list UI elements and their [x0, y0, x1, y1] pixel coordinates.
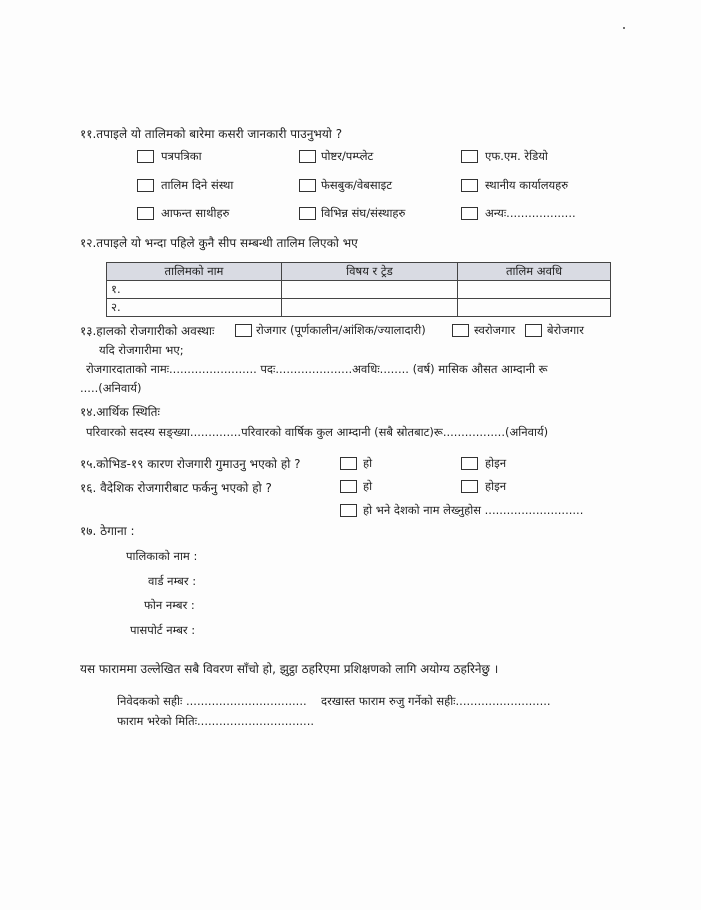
q12-question: १२.तपाइले यो भन्दा पहिले कुनै सीप सम्बन्धी तालिम लिएको भए: [80, 236, 358, 250]
verifier-signature-line[interactable]: दरखास्त फाराम रुजु गर्नेको सहीः..........................: [321, 694, 551, 708]
table-cell[interactable]: [458, 299, 611, 317]
table-cell[interactable]: १.: [107, 281, 282, 299]
previous-training-table: [106, 262, 611, 317]
applicant-signature-line[interactable]: निवेदकको सहीः .................................: [117, 694, 307, 708]
table-cell[interactable]: [458, 281, 611, 299]
q13-employer-details-line[interactable]: रोजगारदाताको नामः........................ पदः.....................अवधिः........ (वर्ष) मासिक औसत आम्दानी रू: [86, 362, 548, 376]
q11-option-organizations: विभिन्न संघ/संस्थाहरु: [321, 206, 406, 220]
q16-checkbox-yes[interactable]: [340, 480, 357, 493]
q11-checkbox-organizations[interactable]: [299, 207, 316, 220]
q16-option-yes: हो: [363, 479, 373, 493]
table-cell[interactable]: [282, 281, 458, 299]
q15-option-yes: हो: [363, 456, 373, 470]
form-date-line[interactable]: फाराम भरेको मितिः................................: [117, 714, 315, 728]
q16-question: १६. वैदेशिक रोजगारीबाट फर्कनु भएको हो ?: [80, 481, 272, 495]
table-header-row: [107, 263, 611, 281]
q11-checkbox-local-office[interactable]: [461, 179, 478, 192]
table-row: [107, 281, 611, 299]
q13-if-employed-label: यदि रोजगारीमा भए;: [99, 343, 184, 357]
q11-option-training-org: तालिम दिने संस्था: [161, 178, 234, 192]
q13-checkbox-unemployed[interactable]: [525, 324, 542, 337]
q11-checkbox-facebook-website[interactable]: [299, 179, 316, 192]
q16-checkbox-no[interactable]: [461, 480, 478, 493]
q13-option-employed: रोजगार (पूर्णकालीन/आंशिक/ज्यालादारी): [256, 323, 426, 337]
q16-option-no: होइन: [485, 479, 507, 493]
q11-option-other: अन्यः...................: [485, 206, 576, 220]
q15-checkbox-no[interactable]: [461, 457, 478, 470]
scan-speck: [623, 27, 625, 29]
table-cell[interactable]: २.: [107, 299, 282, 317]
q17-municipality-label: पालिकाको नाम :: [126, 549, 198, 563]
q15-checkbox-yes[interactable]: [340, 457, 357, 470]
q11-option-poster: पोष्टर/पम्प्लेट: [321, 149, 374, 163]
header-training-name: तालिमको नाम: [107, 263, 282, 281]
q13-option-self-employed: स्वरोजगार: [474, 323, 516, 337]
q14-household-details-line[interactable]: परिवारको सदस्य सङ्ख्या..............परिवारको वार्षिक कुल आम्दानी (सबै स्रोतबाट)रू.................(अनिवार्य): [86, 425, 549, 439]
q16-country-name-line[interactable]: हो भने देशको नाम लेख्नुहोस ...........................: [363, 503, 584, 517]
q13-option-unemployed: बेरोजगार: [547, 323, 584, 337]
declaration-text: यस फाराममा उल्लेखित सबै विवरण साँचो हो, झुट्ठा ठहरिएमा प्रशिक्षणको लागि अयोग्य ठहरिनेछु ।: [80, 662, 499, 676]
header-training-duration: तालिम अवधि: [458, 263, 611, 281]
q11-option-facebook-website: फेसबुक/वेबसाइट: [321, 178, 393, 192]
q13-checkbox-self-employed[interactable]: [452, 324, 469, 337]
q11-checkbox-newspaper[interactable]: [137, 150, 154, 163]
q17-ward-label: वार्ड नम्बर :: [148, 574, 197, 588]
q11-checkbox-poster[interactable]: [299, 150, 316, 163]
q11-option-local-office: स्थानीय कार्यालयहरु: [485, 178, 569, 192]
q11-checkbox-relatives-friends[interactable]: [137, 207, 154, 220]
q11-option-relatives-friends: आफन्त साथीहरु: [161, 206, 230, 220]
q13-checkbox-employed[interactable]: [235, 324, 252, 337]
q15-option-no: होइन: [485, 456, 507, 470]
q11-checkbox-other[interactable]: [461, 207, 478, 220]
q13-question: १३.हालको रोजगारीको अवस्थाः: [80, 324, 215, 338]
q17-passport-label: पासपोर्ट नम्बर :: [130, 623, 196, 637]
q11-option-newspaper: पत्रपत्रिका: [161, 149, 202, 163]
q16-checkbox-country[interactable]: [340, 504, 357, 517]
q13-mandatory-line[interactable]: .....(अनिवार्य): [80, 381, 142, 395]
header-subject-trade: विषय र ट्रेड: [282, 263, 458, 281]
q11-option-fm-radio: एफ.एम. रेडियो: [485, 149, 548, 163]
q15-question: १५.कोभिड-१९ कारण रोजगारी गुमाउनु भएको हो ?: [80, 457, 301, 471]
q14-question: १४.आर्थिक स्थितिः: [80, 405, 160, 419]
q11-question: ११.तपाइले यो तालिमको बारेमा कसरी जानकारी पाउनुभयो ?: [80, 127, 343, 141]
table-cell[interactable]: [282, 299, 458, 317]
q11-checkbox-fm-radio[interactable]: [461, 150, 478, 163]
q11-checkbox-training-org[interactable]: [137, 179, 154, 192]
q17-question: १७. ठेगाना :: [80, 524, 135, 538]
table-row: [107, 299, 611, 317]
q17-phone-label: फोन नम्बर :: [144, 598, 195, 612]
